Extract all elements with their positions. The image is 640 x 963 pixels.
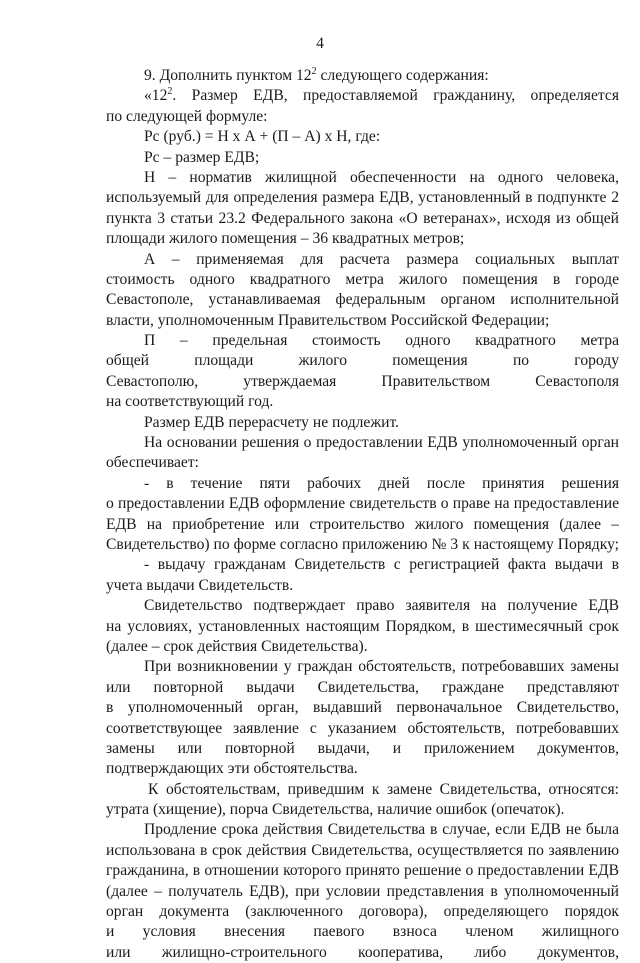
text-line	[106, 229, 619, 249]
line-text-continued: . Размер ЕДВ, предоставляемой гражданину, определяется	[172, 87, 619, 105]
text-line	[106, 922, 619, 942]
line-text: Размер ЕДВ перерасчету не подлежит.	[144, 413, 400, 431]
text-line	[106, 188, 619, 208]
line-text: и условия внесения паевого взноса членом жилищного	[106, 923, 619, 941]
text-line	[106, 739, 619, 759]
text-line	[106, 617, 619, 637]
line-text: в уполномоченный орган, выдавший первоначальное Свидетельство,	[106, 699, 619, 717]
line-text: (далее – получатель ЕДВ), при условии представления в уполномоченный	[106, 882, 619, 900]
text-line	[106, 780, 619, 800]
text-line	[106, 86, 619, 106]
page-number: 4	[316, 35, 324, 52]
text-line	[106, 800, 619, 820]
text-line	[106, 943, 619, 963]
text-line	[106, 270, 619, 290]
line-text: или повторной выдачи Свидетельства, граждане представляют	[106, 678, 619, 696]
line-text: ЕДВ на приобретение или строительство жилого помещения (далее –	[106, 515, 619, 533]
line-text: власти, уполномоченным Правительством Российской Федерации;	[106, 311, 550, 329]
line-text: подтверждающих эти обстоятельства.	[106, 760, 358, 778]
text-line	[106, 148, 619, 168]
text-line	[106, 902, 619, 922]
text-line	[106, 555, 619, 575]
line-text: использована в срок действия Свидетельства, осуществляется по заявлению	[106, 841, 619, 859]
text-line	[106, 576, 619, 596]
line-text: «12	[144, 87, 168, 105]
line-text: (далее – срок действия Свидетельства).	[106, 637, 368, 655]
line-text: Рс – размер ЕДВ;	[144, 148, 260, 166]
text-line	[106, 331, 619, 351]
line-text: Н – норматив жилищной обеспеченности на одного человека,	[144, 168, 619, 186]
line-text: пункта 3 статьи 23.2 Федерального закона «О ветеранах», исходя из общей	[106, 209, 619, 227]
text-line	[106, 372, 619, 392]
line-text: 9. Дополнить пунктом 12	[144, 67, 312, 84]
line-text: замены или повторной выдачи, и приложением документов,	[106, 739, 619, 757]
line-text: На основании решения о предоставлении ЕДВ уполномоченный орган	[144, 434, 619, 452]
text-line	[106, 719, 619, 739]
text-line	[106, 351, 619, 371]
text-line	[106, 820, 619, 840]
line-text: обеспечивает:	[106, 454, 199, 472]
line-text: К обстоятельствам, приведшим к замене Свидетельства, относятся:	[148, 780, 619, 798]
line-text: - выдачу гражданам Свидетельств с регистрацией факта выдачи в	[144, 556, 619, 574]
line-text: Рс (руб.) = Н х А + (П – А) х Н, где:	[144, 128, 381, 146]
line-text: гражданина, в отношении которого принято решение о предоставлении ЕДВ	[106, 862, 619, 880]
line-text-continued: следующего содержания:	[316, 67, 489, 84]
text-line	[106, 759, 619, 779]
text-line	[106, 515, 619, 535]
document-body	[106, 66, 619, 963]
text-line	[106, 453, 619, 473]
line-text: При возникновении у граждан обстоятельств, потребовавших замены	[144, 658, 619, 676]
text-line	[106, 107, 619, 127]
line-text: общей площади жилого помещения по городу	[106, 352, 619, 370]
line-text: площади жилого помещения – 36 квадратных метров;	[106, 230, 465, 248]
text-line	[106, 66, 619, 86]
text-line	[106, 882, 619, 902]
line-text: утрата (хищение), порча Свидетельства, наличие ошибок (опечаток).	[106, 801, 565, 819]
text-line	[106, 657, 619, 677]
text-line	[106, 168, 619, 188]
line-text: Севастополю, утверждаемая Правительством Севастополя	[106, 372, 619, 390]
text-line	[106, 392, 619, 412]
line-text: - в течение пяти рабочих дней после принятия решения	[144, 474, 619, 492]
text-line	[106, 474, 619, 494]
line-text: А – применяемая для расчета размера социальных выплат	[144, 250, 619, 268]
line-text: Продление срока действия Свидетельства в случае, если ЕДВ не была	[144, 821, 619, 839]
line-text: на соответствующий год.	[106, 393, 274, 411]
line-text: Свидетельство подтверждает право заявителя на получение ЕДВ	[144, 597, 619, 615]
text-line	[106, 596, 619, 616]
text-line	[106, 494, 619, 514]
line-text: соответствующее заявление с указанием обстоятельств, потребовавших	[106, 719, 619, 737]
text-line	[106, 698, 619, 718]
text-line	[106, 290, 619, 310]
line-text: по следующей формуле:	[106, 107, 268, 125]
text-line	[106, 535, 619, 555]
text-line	[106, 433, 619, 453]
line-text: Севастополе, устанавливаемая федеральным органом исполнительной	[106, 291, 619, 309]
text-line	[106, 209, 619, 229]
text-line	[106, 311, 619, 331]
text-line	[106, 250, 619, 270]
line-text: стоимость одного квадратного метра жилого помещения в городе	[106, 270, 619, 288]
text-line	[106, 637, 619, 657]
text-line	[106, 127, 619, 147]
superscript: 2	[167, 86, 173, 98]
line-text: Свидетельство) по форме согласно приложению № 3 к настоящему Порядку;	[106, 535, 619, 553]
text-line	[106, 413, 619, 433]
text-line	[106, 678, 619, 698]
line-text: используемый для определения размера ЕДВ, установленный в подпункте 2	[106, 189, 619, 207]
superscript: 2	[311, 66, 317, 77]
line-text: учета выдачи Свидетельств.	[106, 576, 294, 594]
line-text: или жилищно-строительного кооператива, либо документов,	[106, 943, 619, 961]
line-text: о предоставлении ЕДВ оформление свидетельств о праве на предоставление	[106, 495, 619, 513]
line-text: П – предельная стоимость одного квадратного метра	[144, 332, 619, 350]
text-line	[106, 841, 619, 861]
line-text: на условиях, установленных настоящим Порядком, в шестимесячный срок	[106, 617, 619, 635]
line-text: орган документа (заключенного договора), определяющего порядок	[106, 903, 619, 921]
text-line	[106, 861, 619, 881]
